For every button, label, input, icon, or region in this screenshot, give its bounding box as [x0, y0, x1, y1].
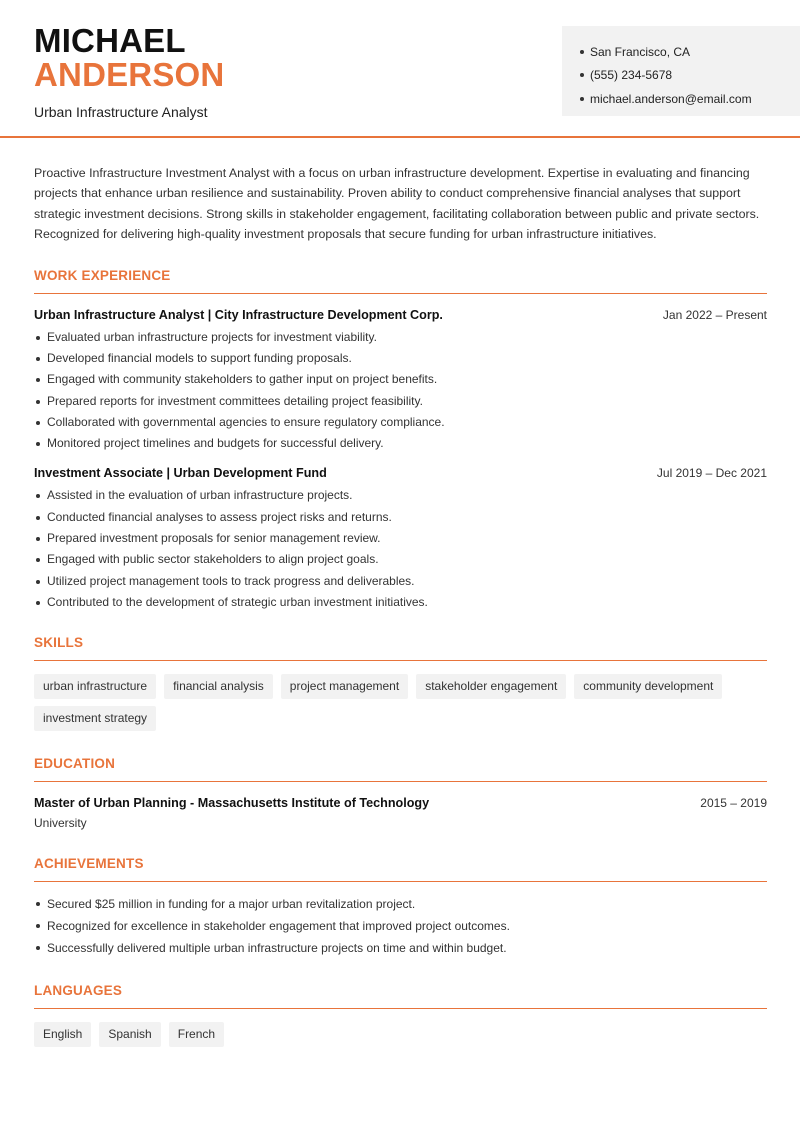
list-item: Monitored project timelines and budgets for successful delivery.: [34, 433, 767, 454]
achievements-section: [34, 856, 767, 959]
institution-type: University: [34, 816, 87, 831]
bullet-icon: [580, 50, 584, 54]
achievement-bullets: [34, 893, 767, 959]
email-text: michael.anderson@email.com: [590, 91, 752, 106]
contact-email: [580, 87, 800, 111]
job-header: [34, 466, 767, 480]
skill-tag: stakeholder engagement: [416, 674, 566, 699]
education-header: [34, 796, 767, 810]
section-divider: [34, 1008, 767, 1009]
skill-tag: project management: [281, 674, 408, 699]
job-role: Investment Associate | Urban Development Fund: [34, 466, 327, 481]
list-item: Utilized project management tools to track progress and deliverables.: [34, 571, 767, 592]
language-tag: Spanish: [99, 1022, 160, 1047]
list-item: Developed financial models to support funding proposals.: [34, 348, 767, 369]
section-title-work: WORK EXPERIENCE: [34, 267, 171, 283]
name-block: [34, 24, 224, 120]
last-name: ANDERSON: [34, 56, 225, 93]
skill-tag: investment strategy: [34, 706, 156, 731]
resume-body: [34, 163, 767, 1047]
job-role: Urban Infrastructure Analyst | City Infrastructure Development Corp.: [34, 307, 443, 322]
language-tag: English: [34, 1022, 91, 1047]
section-title-languages: LANGUAGES: [34, 983, 123, 999]
section-divider: [34, 881, 767, 882]
languages-section: [34, 983, 767, 1047]
list-item: Prepared reports for investment committees detailing project feasibility.: [34, 391, 767, 412]
section-title-skills: SKILLS: [34, 635, 84, 651]
education-dates: 2015 – 2019: [700, 796, 767, 811]
list-item: Evaluated urban infrastructure projects for investment viability.: [34, 327, 767, 348]
education-section: [34, 756, 767, 830]
degree: Master of Urban Planning - Massachusetts Institute of Technology: [34, 796, 430, 811]
skill-tag: urban infrastructure: [34, 674, 156, 699]
language-tag: French: [169, 1022, 224, 1047]
section-divider: [34, 781, 767, 782]
list-item: Assisted in the evaluation of urban infrastructure projects.: [34, 485, 767, 506]
list-item: Recognized for excellence in stakeholder engagement that improved project outcomes.: [34, 915, 767, 937]
job-entry: [34, 308, 767, 455]
list-item: Engaged with public sector stakeholders to align project goals.: [34, 549, 767, 570]
skills-section: [34, 635, 767, 731]
list-item: Collaborated with governmental agencies to ensure regulatory compliance.: [34, 412, 767, 433]
contact-box: [562, 26, 800, 116]
list-item: Secured $25 million in funding for a major urban revitalization project.: [34, 893, 767, 915]
job-dates: Jul 2019 – Dec 2021: [656, 466, 767, 481]
location-text: San Francisco, CA: [590, 44, 691, 59]
language-tags: [34, 1022, 767, 1047]
section-divider: [34, 660, 767, 661]
job-title: Urban Infrastructure Analyst: [34, 104, 208, 120]
skill-tag: community development: [574, 674, 722, 699]
first-name: MICHAEL: [34, 22, 186, 59]
phone-text: (555) 234-5678: [590, 68, 673, 83]
job-entry: [34, 466, 767, 613]
section-divider: [34, 293, 767, 294]
skills-tags: [34, 674, 734, 731]
work-experience-section: [34, 268, 767, 614]
section-title-achievements: ACHIEVEMENTS: [34, 856, 144, 872]
list-item: Contributed to the development of strategic urban investment initiatives.: [34, 592, 767, 613]
contact-phone: [580, 64, 800, 88]
section-title-education: EDUCATION: [34, 756, 116, 772]
list-item: Conducted financial analyses to assess project risks and returns.: [34, 507, 767, 528]
list-item: Prepared investment proposals for senior management review.: [34, 528, 767, 549]
resume-header: [0, 0, 800, 138]
education-entry: [34, 796, 767, 830]
summary-paragraph: Proactive Infrastructure Investment Analyst with a focus on urban infrastructure development. Expertise in evaluating and financing projects that enhance urban resilience and sustainability. Proven ability to conduct comprehensive financial analyses that support strategic investment decisions. Strong skills in stakeholder engagement, facilitating collaboration between public and private sectors. Recognized for delivering high-quality investment proposals that secure funding for urban infrastructure initiatives.: [34, 166, 760, 242]
skill-tag: financial analysis: [164, 674, 273, 699]
bullet-icon: [580, 73, 584, 77]
contact-location: [580, 40, 800, 64]
job-bullets: [34, 327, 767, 455]
bullet-icon: [580, 97, 584, 101]
job-header: [34, 308, 767, 322]
job-dates: Jan 2022 – Present: [662, 307, 767, 322]
list-item: Engaged with community stakeholders to gather input on project benefits.: [34, 369, 767, 390]
job-bullets: [34, 485, 767, 613]
list-item: Successfully delivered multiple urban infrastructure projects on time and within budget.: [34, 937, 767, 959]
